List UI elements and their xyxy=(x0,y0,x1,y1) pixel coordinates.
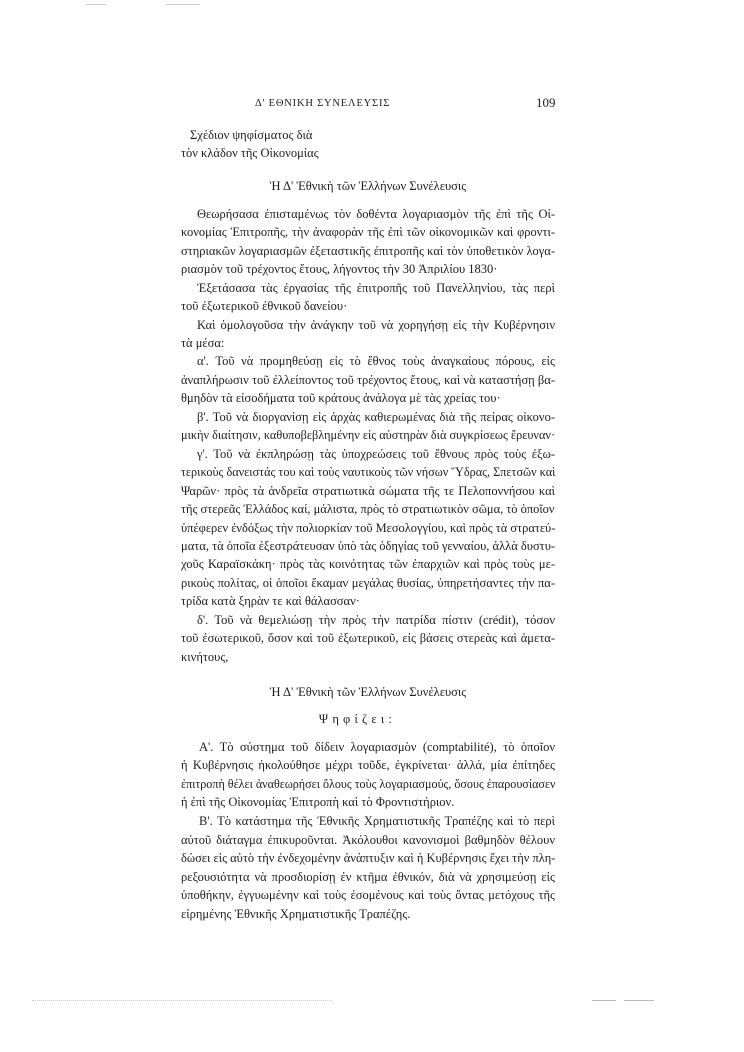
paragraph xyxy=(181,279,555,316)
article-line: ὑποθήκην, ἐγγυωμένην καὶ τοὺς ἐσομένους καὶ τοὺς ὄντας μετόχους τῆς xyxy=(181,888,555,903)
paragraph-line: μικὴν διαίτησιν, καθυποβεβλημένην εἰς αὐστηρὰν διὰ συγκρίσεως ἔρευναν· xyxy=(181,428,556,443)
draft-title xyxy=(181,126,401,162)
article-line: Α'. Τὸ σύστημα τοῦ δίδειν λογαριασμὸν (comptabilité), τὸ ὁποῖον xyxy=(199,739,555,754)
article-line: δώσει εἰς αὐτὸ τὴν ἐνδεχομένην ἀνάπτυξιν καὶ ἡ Κυβέρνησις ἔχει τὴν πλη- xyxy=(181,851,556,866)
paragraph-line: τὰ μέσα: xyxy=(181,335,225,350)
paragraph-line: κονομίας Ἐπιτροπῆς, τὴν ἀναφορὰν τῆς ἐπὶ τῶν οἰκονομικῶν καὶ φροντι- xyxy=(181,225,555,240)
paragraph-line: Ψαρῶν· πρὸς τὰ ἀνδρεῖα στρατιωτικὰ σώματα τῆς τε Πελοποννήσου καὶ xyxy=(181,483,555,498)
paragraph-item-b xyxy=(181,408,555,445)
paragraph-line: Ἐξετάσασα τὰς ἐργασίας τῆς ἐπιτροπῆς τοῦ Πανελληνίου, τὰς περὶ xyxy=(197,280,555,295)
paragraph-line: β'. Τοῦ νὰ διοργανίσῃ εἰς ἀρχὰς καθιερωμένας διὰ τῆς πείρας οἰκονο- xyxy=(197,409,555,424)
assembly-heading: Ἡ Δ' Ἐθνικὴ τῶν Ἑλλήνων Συνέλευσις xyxy=(269,685,467,699)
scan-artifact xyxy=(592,1000,616,1001)
preamble-body xyxy=(181,205,555,666)
paragraph-item-a xyxy=(181,352,555,407)
paragraph-line: ματα, τὰ ὁποῖα ἐξεστράτευσαν ὑπὸ τὰς ὁδηγίας τοῦ γενναίου, ἀλλὰ δυστυ- xyxy=(181,538,556,553)
paragraph-line: ριασμὸν τοῦ τρέχοντος ἔτους, λήγοντος τὴν 30 Ἀπριλίου 1830· xyxy=(181,262,498,277)
draft-title-line: Σχέδιον ψηφίσματος διὰ xyxy=(190,128,313,142)
scan-artifact xyxy=(166,4,200,5)
resolution-body xyxy=(181,738,555,924)
paragraph-line: ἀναπλήρωσιν τοῦ ἐλλείποντος τοῦ τρέχοντος ἔτους, καὶ νὰ καταστήσῃ βα- xyxy=(181,372,555,387)
page-number: 109 xyxy=(536,95,556,110)
article-line: Β'. Τὸ κατάστημα τῆς Ἐθνικῆς Χρηματιστικῆς Τραπέζης καὶ τὸ περὶ xyxy=(199,814,555,829)
paragraph-line: στηριακῶν λογαριασμῶν ἐξεταστικῆς ἐπιτροπῆς καὶ τὸν ὑποθετικὸν λογα- xyxy=(181,243,555,258)
paragraph-line: κινήτους, xyxy=(181,649,229,664)
article-b xyxy=(181,812,555,924)
paragraph-line: Καὶ ὁμολογοῦσα τὴν ἀνάγκην τοῦ νὰ χορηγήσῃ εἰς τὴν Κυβέρνησιν xyxy=(197,317,555,332)
paragraph-line: θμηδὸν τὰ εἰσοδήματα τοῦ κράτους ἀνάλογα μὲ τὰς χρείας του· xyxy=(181,391,501,406)
article-line: ἐπιτροπὴ θέλει ἀναθεωρήσει ὅλους τοὺς λογαριασμούς, ὅσους ἐπαρουσίασεν xyxy=(181,776,556,791)
resolution-verb: Ψηφίζει: xyxy=(318,712,397,726)
article-line: αὐτοῦ διάταγμα ἐπικυροῦνται. Ἀκόλουθοι κανονισμοὶ βαθμηδὸν θέλουν xyxy=(181,832,555,847)
paragraph xyxy=(181,316,555,353)
paragraph-line: τερικοὺς δανειστάς του καὶ τοὺς ναυτικοὺς τῶν νήσων Ὕδρας, Σπετσῶν καὶ xyxy=(181,465,556,480)
paragraph-item-c xyxy=(181,445,555,611)
paragraph-line: τῆς στερεᾶς Ἑλλάδος καί, μάλιστα, πρὸς τὸ στρατιωτικὸν σῶμα, τὸ ὁποῖον xyxy=(181,502,555,517)
paragraph-line: τοῦ ἐξωτερικοῦ ἐθνικοῦ δανείου· xyxy=(181,299,348,314)
running-header-title: Δ' ΕΘΝΙΚΗ ΣΥΝΕΛΕΥΣΙΣ xyxy=(255,98,391,109)
paragraph-line: ὑπέφερεν ἐνδόξως τὴν πολιορκίαν τοῦ Μεσολογγίου, καὶ πρὸς τὰ στρατεύ- xyxy=(181,520,556,535)
draft-title-line: τὸν κλάδον τῆς Οἰκονομίας xyxy=(181,146,319,160)
scan-artifact xyxy=(86,4,106,5)
paragraph-line: α'. Τοῦ νὰ προμηθεύσῃ εἰς τὸ ἔθνος τοὺς ἀναγκαίους πόρους, εἰς xyxy=(197,354,555,369)
paragraph-line: τοῦ ἐσωτερικοῦ, ὅσον καὶ τοῦ ἐξωτερικοῦ, εἰς βάσεις στερεὰς καὶ ἀμετα- xyxy=(181,631,555,646)
article-line: ἡ ἐπὶ τῆς Οἰκονομίας Ἐπιτροπὴ καὶ τὸ Φροντιστήριον. xyxy=(181,795,455,810)
paragraph xyxy=(181,205,555,279)
paragraph-line: χοῦς Καραϊσκάκη· πρὸς τὰς κοινότητας τῶν ἐπαρχιῶν καὶ πρὸς τοὺς με- xyxy=(181,557,555,572)
paragraph-line: δ'. Τοῦ νὰ θεμελιώσῃ τὴν πρὸς τὴν πατρίδα πίστιν (crédit), τόσον xyxy=(197,612,555,627)
article-line: εἰρημένης Ἐθνικῆς Χρηματιστικῆς Τραπέζης. xyxy=(181,907,411,922)
paragraph-line: Θεωρήσασα ἐπισταμένως τὸν δοθέντα λογαριασμὸν τῆς ἐπὶ τῆς Οἰ- xyxy=(197,206,555,221)
paragraph-item-d xyxy=(181,611,555,666)
article-line: ἡ Κυβέρνησις ἠκολούθησε μέχρι τοῦδε, ἐγκρίνεται· ἀλλά, μία ἐπίτηδες xyxy=(181,758,555,773)
scan-artifact xyxy=(624,1000,654,1001)
paragraph-line: ρικοὺς πολίτας, οἱ ὁποῖοι ἔκαμαν μεγάλας θυσίας, ὑπηρετήσαντες τὴν πα- xyxy=(181,575,555,590)
scan-artifact xyxy=(32,1000,332,1001)
article-line: ρεξουσιότητα νὰ προσδιορίσῃ ἐν κτῆμα ἐθνικόν, διὰ νὰ χρησιμεύσῃ εἰς xyxy=(181,869,555,884)
assembly-heading: Ἡ Δ' Ἐθνικὴ τῶν Ἑλλήνων Συνέλευσις xyxy=(269,179,467,193)
paragraph-line: τρίδα κατὰ ξηρὰν τε καὶ θάλασσαν· xyxy=(181,594,360,609)
paragraph-line: γ'. Τοῦ νὰ ἐκπληρώσῃ τὰς ὑποχρεώσεις τοῦ ἔθνους πρὸς τοὺς ἐξω- xyxy=(197,446,555,461)
article-a xyxy=(181,738,555,812)
